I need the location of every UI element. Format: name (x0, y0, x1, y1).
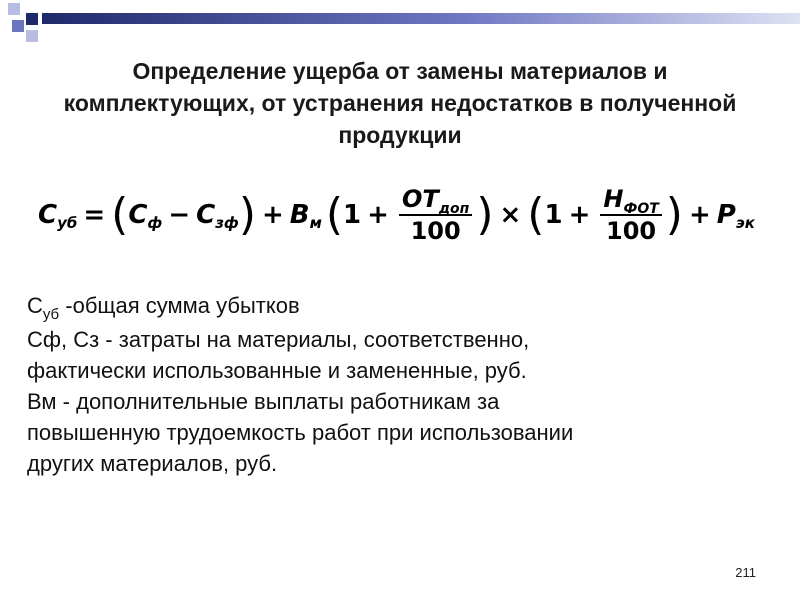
decor-square (26, 30, 38, 42)
fraction-denominator: 100 (606, 217, 657, 245)
formula-operator: + (367, 200, 389, 230)
header-bar (42, 13, 800, 24)
formula-paren: ) (238, 189, 256, 240)
formula-symbol: C (128, 200, 148, 230)
fraction-denominator: 100 (410, 217, 461, 245)
formula-paren: ) (665, 189, 683, 240)
formula-symbol: H (603, 185, 624, 213)
formula-paren: ) (476, 189, 494, 240)
formula-subscript: ф (147, 214, 163, 232)
formula-operator: + (568, 200, 591, 230)
formula-operator: + (688, 200, 711, 230)
formula-paren: ( (111, 189, 129, 240)
definition-line: повышенную трудоемкость работ при использовании (27, 420, 574, 445)
formula-subscript: зф (215, 214, 239, 232)
definition-line: Сф, Сз - затраты на материалы, соответственно, (27, 327, 530, 352)
formula-number: 1 (343, 200, 362, 230)
formula-subscript: м (309, 214, 322, 232)
formula-paren: ( (527, 189, 545, 240)
fraction-ot-dop (399, 185, 472, 245)
fraction-numerator (399, 185, 472, 216)
fraction-n-fot (600, 185, 661, 245)
formula-operator: + (261, 200, 284, 230)
definition-line (27, 290, 767, 324)
definition-line: фактически использованные и замененные, руб. (27, 358, 527, 383)
formula-symbol: OT (401, 185, 439, 213)
formula-operator: × (499, 200, 522, 230)
formula-symbol: C (196, 200, 216, 230)
definitions-text (27, 290, 767, 479)
slide-decoration (0, 0, 800, 50)
decor-square (8, 3, 20, 15)
page-number: 211 (735, 565, 756, 580)
damage-formula (38, 180, 768, 250)
definition-text: -общая сумма убытков (59, 293, 300, 318)
definition-line: Вм - дополнительные выплаты работникам за (27, 389, 500, 414)
formula-subscript: эк (735, 214, 755, 232)
formula-paren: ( (325, 189, 344, 240)
decor-square (12, 20, 24, 32)
definition-symbol: С (27, 293, 43, 318)
formula-subscript: уб (57, 214, 78, 232)
formula-subscript: доп (438, 201, 470, 217)
formula-symbol: B (289, 200, 310, 230)
definition-line: других материалов, руб. (27, 451, 278, 476)
definition-subscript: уб (42, 306, 60, 323)
formula-symbol: C (38, 200, 58, 230)
formula-subscript: ФОТ (623, 201, 659, 217)
formula-operator: = (83, 200, 106, 230)
formula-operator: − (168, 200, 191, 230)
decor-square (26, 13, 38, 25)
formula-symbol: P (716, 200, 736, 230)
formula-number: 1 (544, 200, 563, 230)
slide-title: Определение ущерба от замены материалов и комплектующих, от устранения недостатков в полученной продукции (63, 58, 737, 148)
fraction-numerator (600, 185, 661, 216)
